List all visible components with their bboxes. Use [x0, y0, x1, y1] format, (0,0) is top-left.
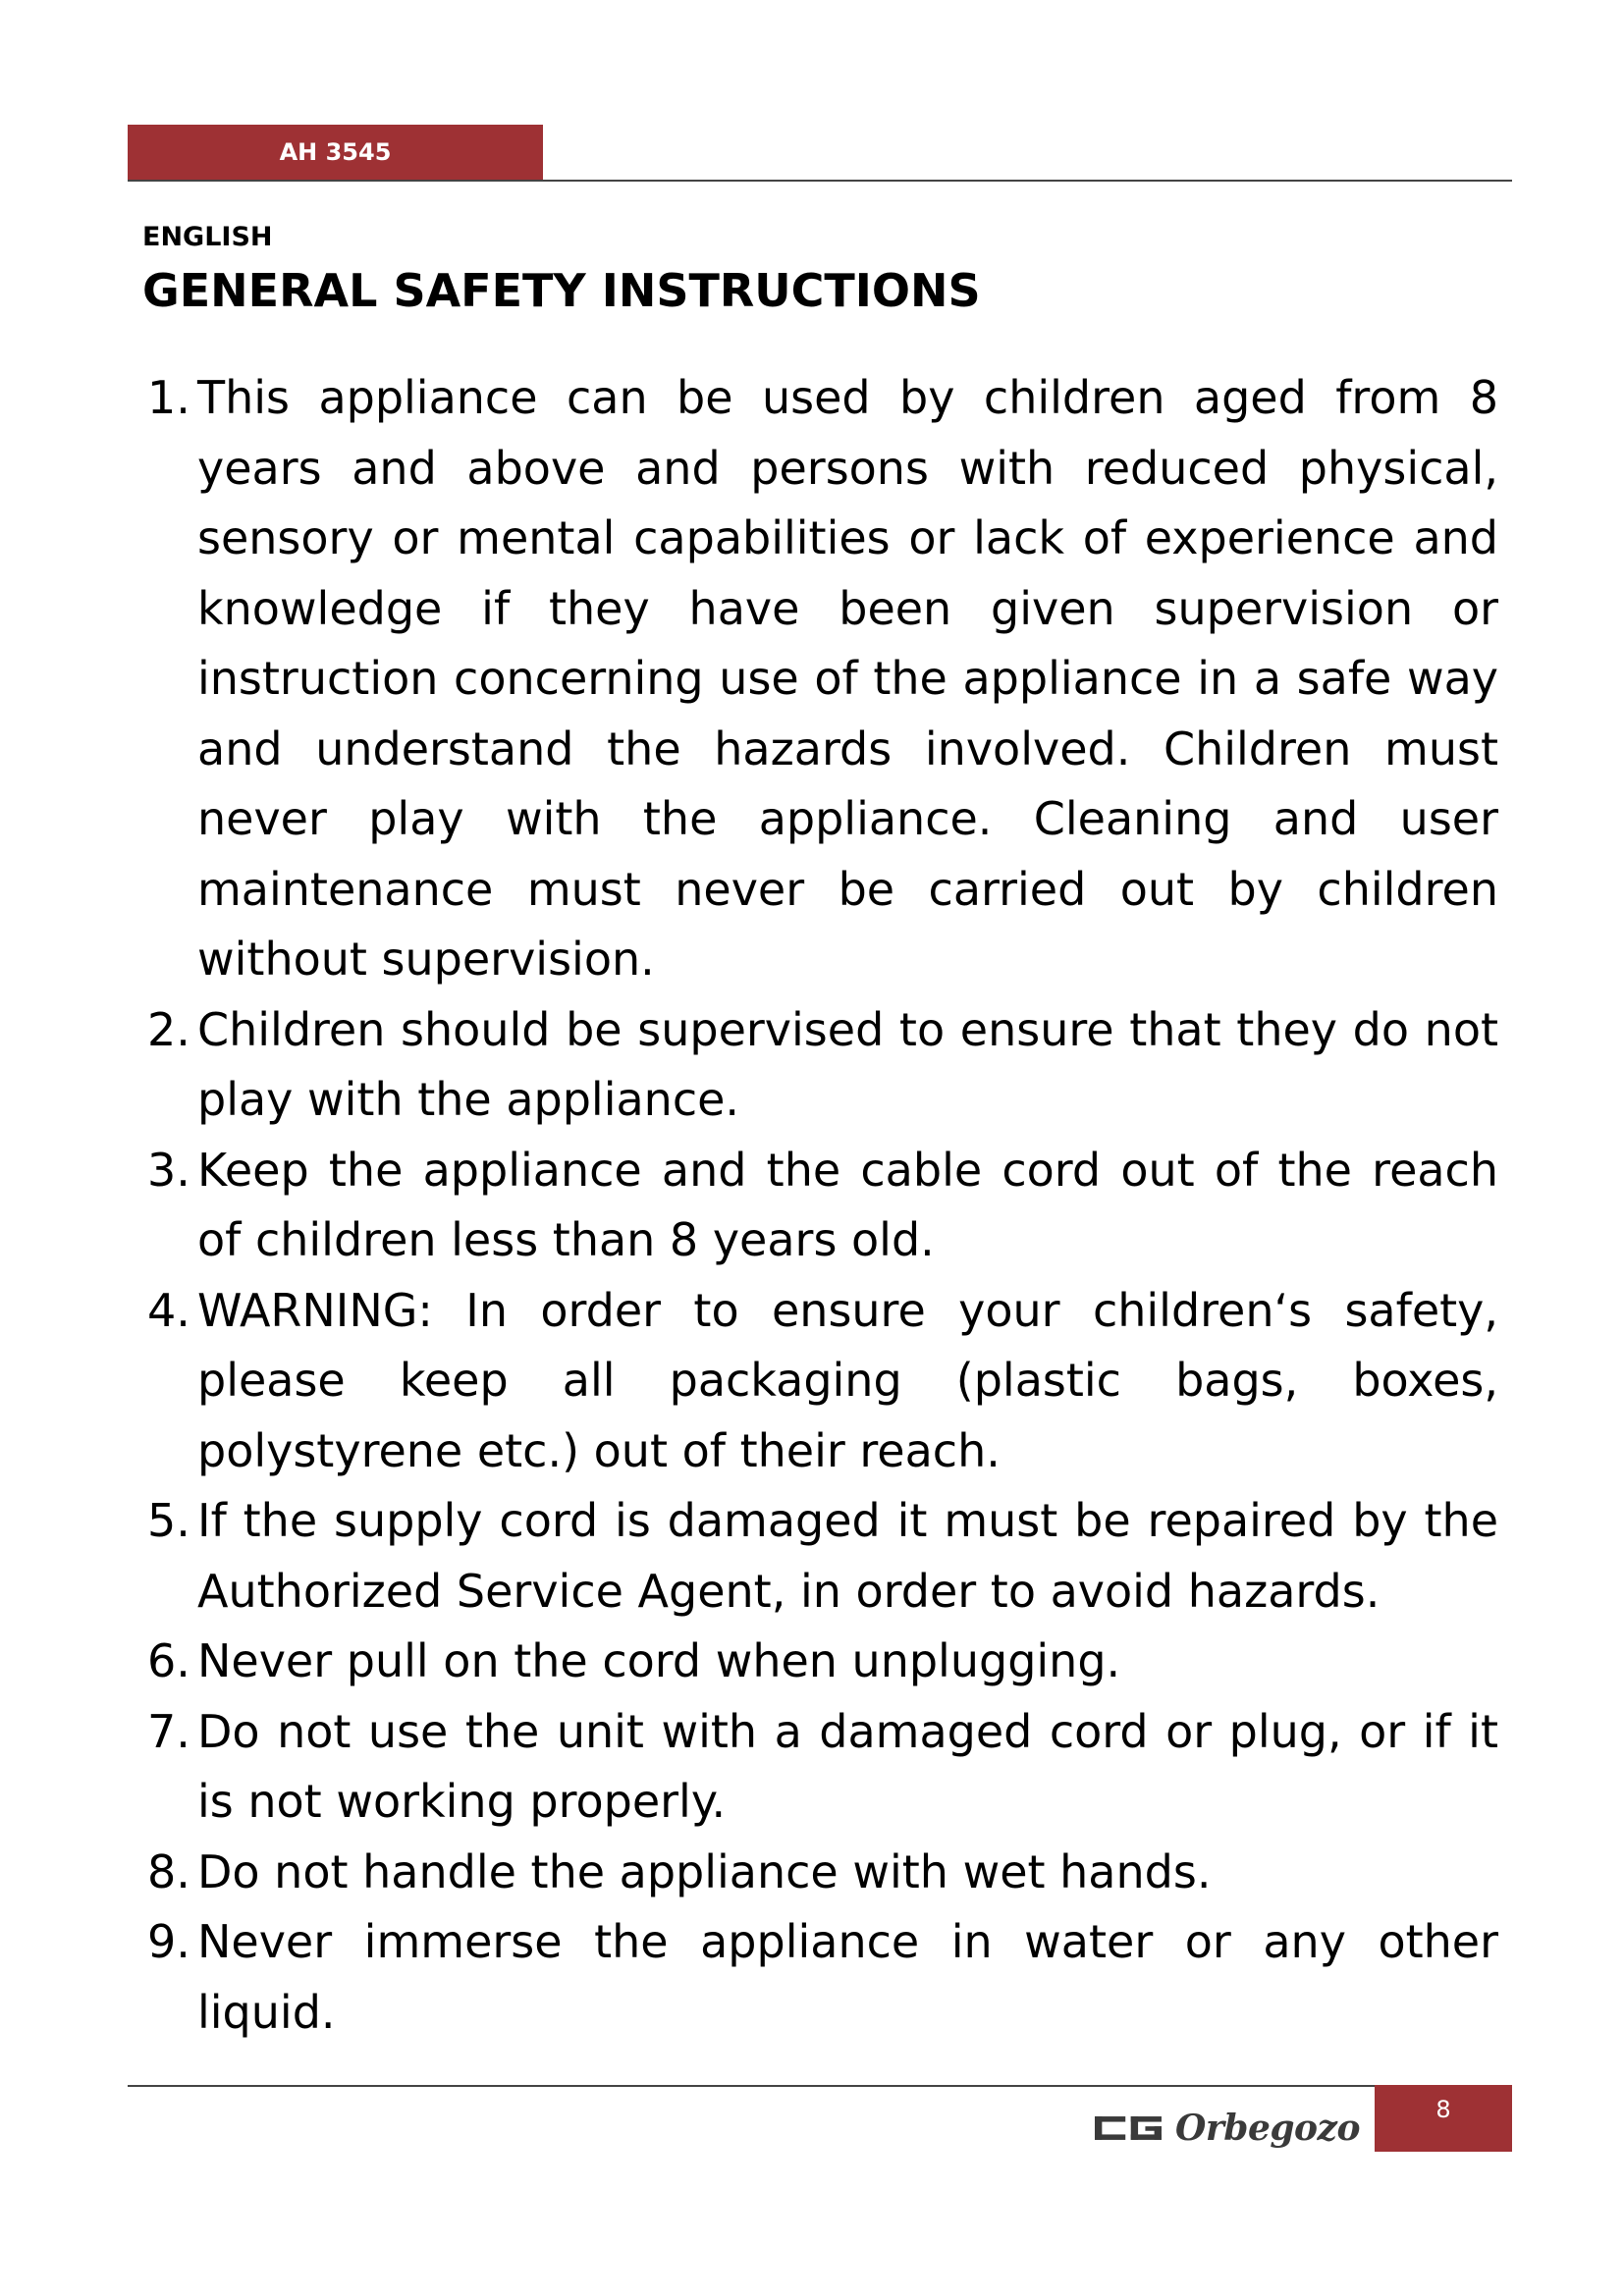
list-item-number: 4. [147, 1283, 190, 1337]
list-item [147, 1838, 1532, 1908]
list-item-text: This appliance can be used by children aged from 8 years and above and persons with reduced physical, sensory or mental capabilities or lack of experience and knowledge if they have been given supervision or instruction concerning use of the appliance in a safe way and understand the hazards involved. Children must never play with the appliance. Cleaning and user maintenance must never be carried out by children without supervision. [197, 371, 1498, 986]
brand-name: Orbegozo [1174, 2108, 1360, 2149]
list-item-number: 8. [147, 1844, 190, 1898]
list-item-text: Never immerse the appliance in water or any other liquid. [197, 1915, 1498, 2039]
list-item-number: 1. [147, 371, 190, 424]
page-title: GENERAL SAFETY INSTRUCTIONS [142, 264, 981, 317]
model-tab: AH 3545 [128, 125, 543, 181]
orbegozo-logo-icon [1095, 2113, 1162, 2143]
list-item-text: Children should be supervised to ensure that they do not play with the appliance. [197, 1002, 1498, 1126]
header-divider [128, 180, 1512, 182]
brand-logo [1095, 2101, 1360, 2156]
list-item-number: 3. [147, 1143, 190, 1197]
list-item [147, 1136, 1532, 1276]
list-item-number: 6. [147, 1634, 190, 1687]
list-item [147, 1697, 1532, 1838]
list-item-text: Do not use the unit with a damaged cord or plug, or if it is not working properly. [197, 1704, 1498, 1828]
list-item [147, 1627, 1532, 1697]
list-item-number: 9. [147, 1915, 190, 1968]
safety-instructions-list [147, 363, 1532, 2048]
list-item-number: 2. [147, 1002, 190, 1056]
list-item [147, 1276, 1532, 1487]
list-item-text: WARNING: In order to ensure your children‘s safety, please keep all packaging (plastic bags, boxes, polystyrene etc.) out of their reach. [197, 1283, 1498, 1477]
list-item [147, 1907, 1532, 2048]
list-item-text: Never pull on the cord when unplugging. [197, 1634, 1121, 1687]
list-item-number: 7. [147, 1704, 190, 1758]
list-item [147, 995, 1532, 1136]
list-item-number: 5. [147, 1494, 190, 1547]
list-item [147, 363, 1532, 995]
footer-divider [128, 2085, 1512, 2087]
language-label: ENGLISH [142, 222, 273, 252]
list-item [147, 1486, 1532, 1627]
page-number: 8 [1375, 2085, 1512, 2152]
list-item-text: Do not handle the appliance with wet hands. [197, 1844, 1212, 1898]
list-item-text: Keep the appliance and the cable cord out of the reach of children less than 8 years old. [197, 1143, 1498, 1266]
list-item-text: If the supply cord is damaged it must be repaired by the Authorized Service Agent, in order to avoid hazards. [197, 1494, 1498, 1618]
